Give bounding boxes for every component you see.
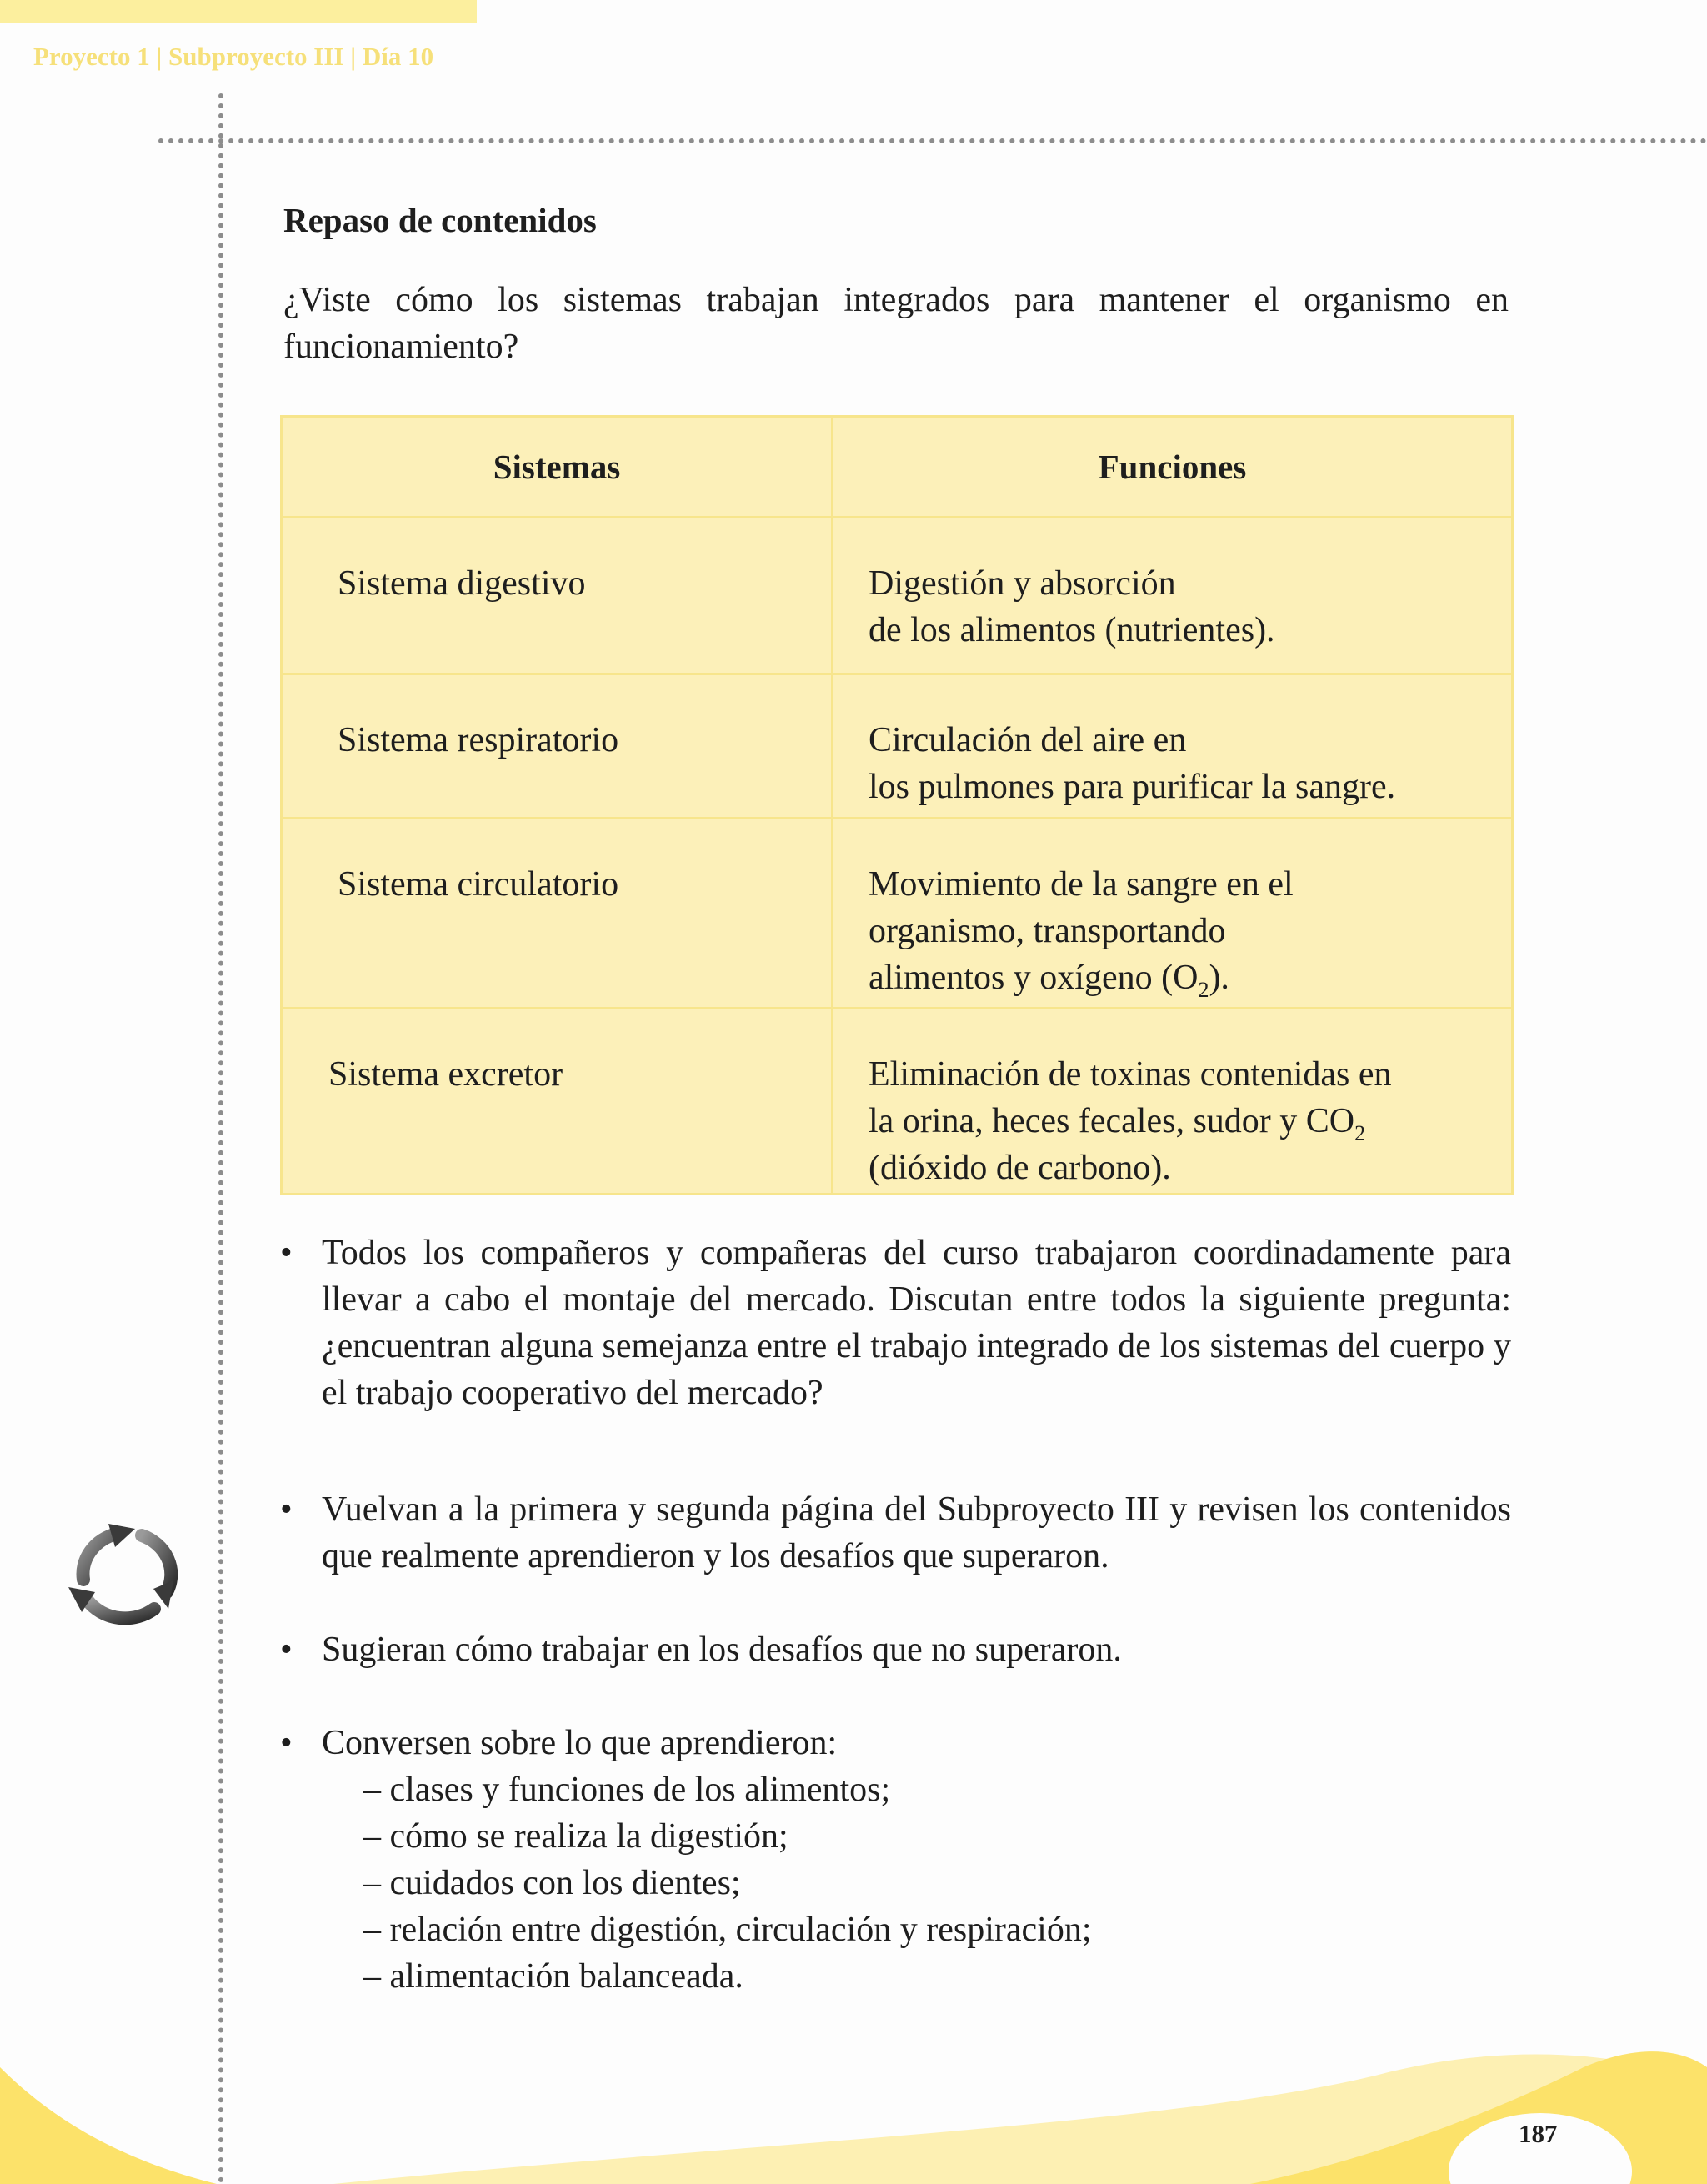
system-cell: Sistema digestivo: [282, 518, 833, 674]
bullet-icon: •: [280, 1234, 293, 1272]
function-line: organismo, transportando: [869, 912, 1226, 950]
list-item-text: Vuelvan a la primera y segunda página del Subproyecto III y revisen los contenidos que realmente aprendieron y los desafíos que superaron.: [322, 1490, 1511, 1575]
intro-paragraph: ¿Viste cómo los sistemas trabajan integrados para mantener el organismo en funcionamiento?: [283, 281, 1509, 366]
subscript-2: 2: [1198, 978, 1209, 1002]
function-line: [869, 954, 1494, 1001]
page-number: 187: [1519, 2119, 1558, 2148]
function-text: alimentos y oxígeno (O: [869, 959, 1199, 997]
bullet-icon: •: [280, 1724, 293, 1762]
section-title: Repaso de contenidos: [283, 201, 597, 239]
function-line: de los alimentos (nutrientes).: [869, 611, 1275, 649]
function-line: Eliminación de toxinas contenidas en: [869, 1055, 1392, 1094]
function-line: (dióxido de carbono).: [869, 1149, 1171, 1187]
header-functions: Funciones: [833, 417, 1513, 518]
learned-topics-list: [322, 1766, 1511, 2000]
table-row: [282, 518, 1513, 674]
function-line: los pulmones para purificar la sangre.: [869, 768, 1396, 806]
system-cell: Sistema circulatorio: [282, 819, 833, 1009]
function-line: [869, 1098, 1494, 1145]
function-text: la orina, heces fecales, sudor y CO: [869, 1102, 1355, 1140]
list-item-text: Todos los compañeros y compañeras del curso trabajaron coordinadamente para llevar a cabo el montaje del mercado. Discutan entre todos la siguiente pregunta: ¿encuentran alguna semejanza entre el trabajo integrado de los sistemas del cuerpo y el trabajo cooperativo del mercado?: [322, 1234, 1511, 1412]
function-line: Digestión y absorción: [869, 564, 1176, 603]
systems-functions-table: [280, 415, 1514, 1195]
list-item: [280, 1720, 1511, 2000]
function-line: Movimiento de la sangre en el: [869, 865, 1294, 904]
sub-list-item: – cómo se realiza la digestión;: [363, 1817, 788, 1856]
function-cell: [833, 819, 1513, 1009]
function-text-end: ).: [1209, 959, 1229, 997]
list-item: [280, 1230, 1511, 1416]
activity-list: [280, 1230, 1511, 2000]
horizontal-dotted-rule: [158, 138, 1707, 143]
function-line: Circulación del aire en: [869, 721, 1187, 759]
function-cell: [833, 674, 1513, 819]
header-accent-bar: [0, 0, 477, 23]
header-systems: Sistemas: [282, 417, 833, 518]
table-row: [282, 1009, 1513, 1195]
sub-list-item: – clases y funciones de los alimentos;: [363, 1771, 891, 1809]
table-header-row: [282, 417, 1513, 518]
list-item-text: Conversen sobre lo que aprendieron:: [322, 1724, 838, 1762]
decorative-wave: [0, 2017, 1707, 2184]
system-cell: Sistema excretor: [282, 1009, 833, 1195]
running-header: Proyecto 1 | Subproyecto III | Día 10: [33, 42, 434, 71]
sub-list-item: – relación entre digestión, circulación y respiración;: [363, 1911, 1092, 1949]
sub-list-item: – cuidados con los dientes;: [363, 1864, 741, 1902]
bullet-icon: •: [280, 1490, 293, 1529]
subscript-2: 2: [1354, 1121, 1366, 1145]
vertical-dotted-rule: [218, 93, 223, 2184]
bullet-icon: •: [280, 1630, 293, 1669]
sub-list-item: – alimentación balanceada.: [363, 1957, 743, 1996]
table-row: [282, 819, 1513, 1009]
list-item: [280, 1626, 1511, 1673]
function-cell: [833, 1009, 1513, 1195]
list-item: [280, 1486, 1511, 1580]
function-cell: [833, 518, 1513, 674]
system-cell: Sistema respiratorio: [282, 674, 833, 819]
list-item-text: Sugieran cómo trabajar en los desafíos que no superaron.: [322, 1630, 1122, 1669]
table-row: [282, 674, 1513, 819]
recycle-arrows-icon: [50, 1500, 200, 1634]
